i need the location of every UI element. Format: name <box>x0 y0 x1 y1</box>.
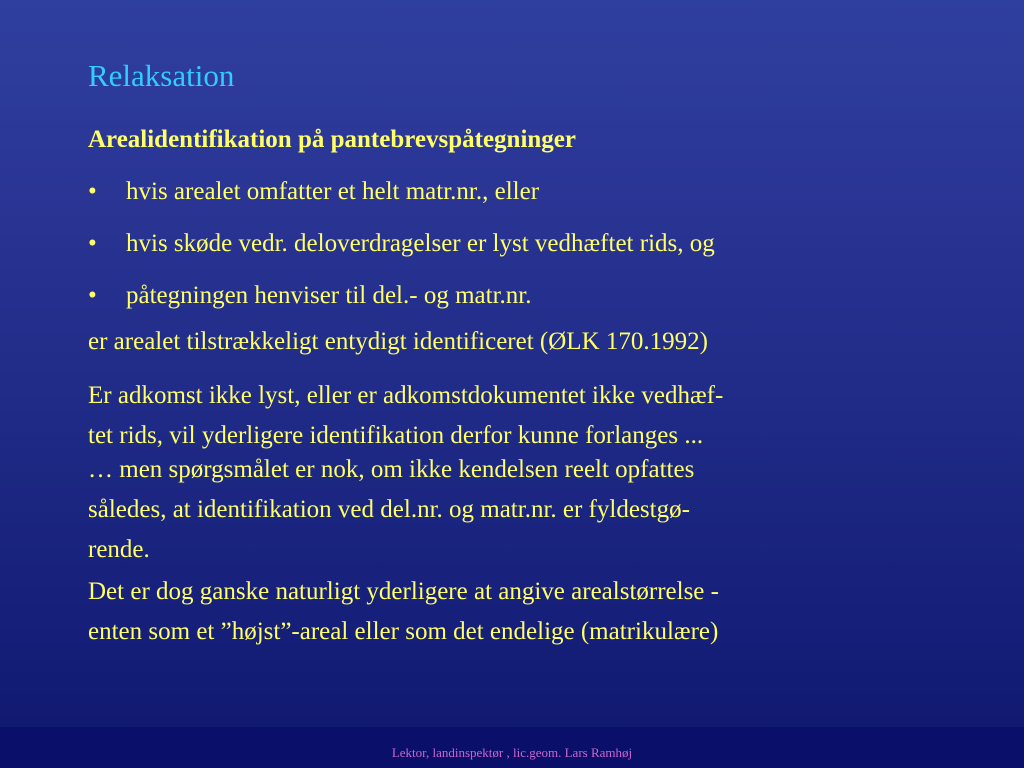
paragraph-line: således, at identifikation ved del.nr. og matr.nr. er fyldestgø- <box>88 496 690 523</box>
slide-title: Relaksation <box>88 58 235 93</box>
bullet-text: påtegningen henviser til del.- og matr.nr. <box>126 282 532 309</box>
paragraph-line: Det er dog ganske naturligt yderligere at angive arealstørrelse - <box>88 578 719 605</box>
paragraph-line: tet rids, vil yderligere identifikation derfor kunne forlanges ... <box>88 422 704 449</box>
paragraph-line: Er adkomst ikke lyst, eller er adkomstdokumentet ikke vedhæf- <box>88 382 724 409</box>
footer-text: Lektor, landinspektør , lic.geom. Lars Ramhøj <box>391 745 633 760</box>
bullet-marker: • <box>88 178 97 205</box>
paragraph-adkomst <box>88 376 723 456</box>
bullet-text: hvis skøde vedr. deloverdragelser er lyst vedhæftet rids, og <box>126 230 715 257</box>
slide-heading: Arealidentifikation på pantebrevspåtegninger <box>88 126 576 153</box>
paragraph-line: … men spørgsmålet er nok, om ikke kendelsen reelt opfattes <box>88 456 695 483</box>
bullet-marker: • <box>88 230 97 257</box>
conclusion-text: er arealet tilstrækkeligt entydigt identificeret (ØLK 170.1992) <box>88 328 708 355</box>
bullet-marker: • <box>88 282 97 309</box>
paragraph-naturligt <box>88 572 719 652</box>
paragraph-line: enten som et ”højst”-areal eller som det endelige (matrikulære) <box>88 618 719 645</box>
bullet-text: hvis arealet omfatter et helt matr.nr., eller <box>126 178 540 205</box>
paragraph-line: rende. <box>88 536 150 563</box>
paragraph-men <box>88 450 694 570</box>
